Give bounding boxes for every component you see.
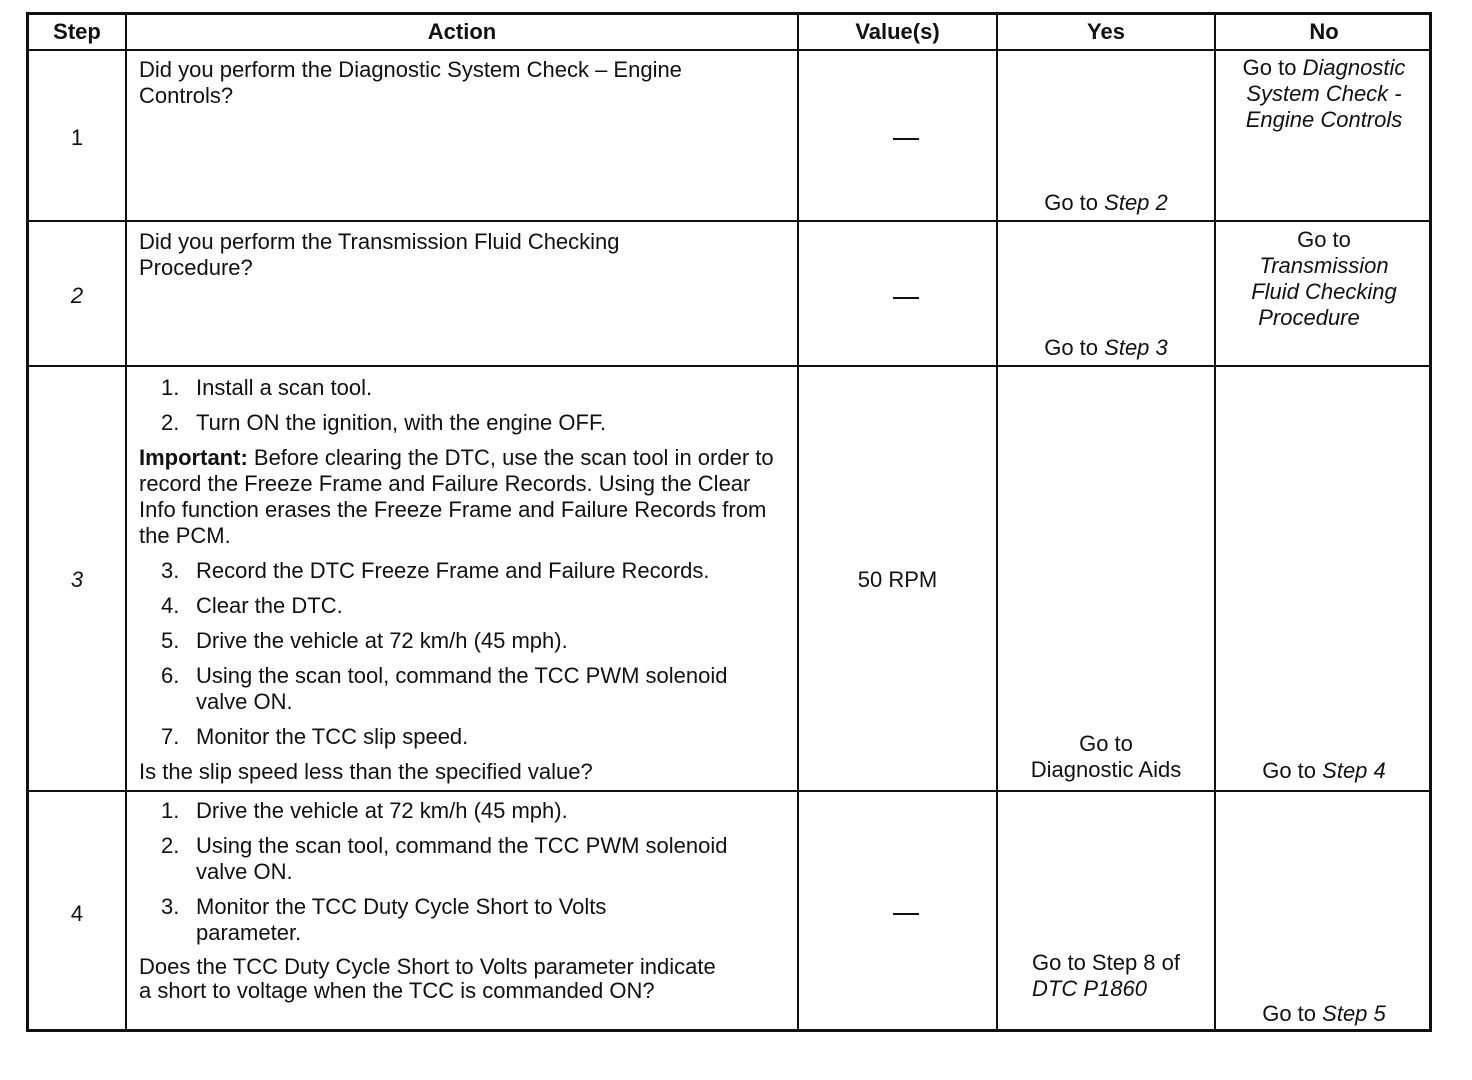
row-divider [29, 365, 1429, 367]
list-item: 6. Using the scan tool, command the TCC PWM solenoid valve ON. [161, 663, 728, 714]
col-divider [797, 15, 799, 1029]
header-values: Value(s) [855, 19, 940, 44]
value-dash [893, 138, 919, 140]
list-item: 2. Turn ON the ignition, with the engine OFF. [161, 410, 607, 435]
list-item: 4. Clear the DTC. [161, 593, 343, 618]
list-item: 3. Record the DTC Freeze Frame and Failure Records. [161, 558, 710, 583]
row-divider [29, 220, 1429, 222]
question-text: Is the slip speed less than the specified value? [139, 759, 593, 784]
action-text: Did you perform the Transmission Fluid Checking Procedure? [139, 229, 620, 280]
header-yes: Yes [1087, 19, 1125, 44]
question-text: Does the TCC Duty Cycle Short to Volts parameter indicate a short to voltage when the TCC is commanded ON? [139, 954, 716, 1003]
important-note: Important: Before clearing the DTC, use the scan tool in order to record the Freeze Frame and Failure Records. Using the Clear Info function erases the Freeze Frame and Failure Records from the PCM. [139, 445, 774, 548]
list-item: 1. Install a scan tool. [161, 375, 373, 400]
yes-link[interactable]: Go to Step 3 [1044, 335, 1168, 360]
list-item: 3. Monitor the TCC Duty Cycle Short to Volts parameter. [161, 894, 607, 945]
action-block [139, 375, 789, 785]
col-divider [996, 15, 998, 1029]
header-no: No [1309, 19, 1339, 44]
yes-link[interactable]: Go to Diagnostic Aids [1030, 731, 1182, 782]
no-link[interactable]: Go to Step 5 [1262, 1001, 1386, 1026]
header-action: Action [427, 19, 497, 44]
step-number: 1 [70, 125, 84, 150]
list-item: 7. Monitor the TCC slip speed. [161, 724, 469, 749]
action-text: Did you perform the Diagnostic System Check – Engine Controls? [139, 57, 682, 108]
col-divider [125, 15, 127, 1029]
action-block [139, 798, 789, 1003]
no-link[interactable]: Go to Transmission Fluid Checking Procedure [1251, 227, 1397, 330]
yes-link[interactable]: Go to Step 8 of DTC P1860 [1032, 950, 1180, 1001]
diagnostic-table [26, 12, 1432, 1032]
value-dash [893, 913, 919, 915]
no-link[interactable]: Go to Diagnostic System Check - Engine Controls [1242, 55, 1406, 132]
no-link[interactable]: Go to Step 4 [1262, 758, 1386, 783]
value-text: 50 RPM [857, 567, 938, 592]
list-item: 1. Drive the vehicle at 72 km/h (45 mph). [161, 798, 568, 823]
yes-link[interactable]: Go to Step 2 [1044, 190, 1168, 215]
step-number: 4 [70, 901, 84, 926]
value-dash [893, 297, 919, 299]
list-item: 2. Using the scan tool, command the TCC PWM solenoid valve ON. [161, 833, 728, 884]
row-divider [29, 790, 1429, 792]
step-number: 2 [70, 283, 84, 308]
step-number: 3 [70, 567, 84, 592]
table-header [29, 15, 1429, 51]
header-step: Step [53, 19, 101, 44]
list-item: 5. Drive the vehicle at 72 km/h (45 mph). [161, 628, 568, 653]
col-divider [1214, 15, 1216, 1029]
